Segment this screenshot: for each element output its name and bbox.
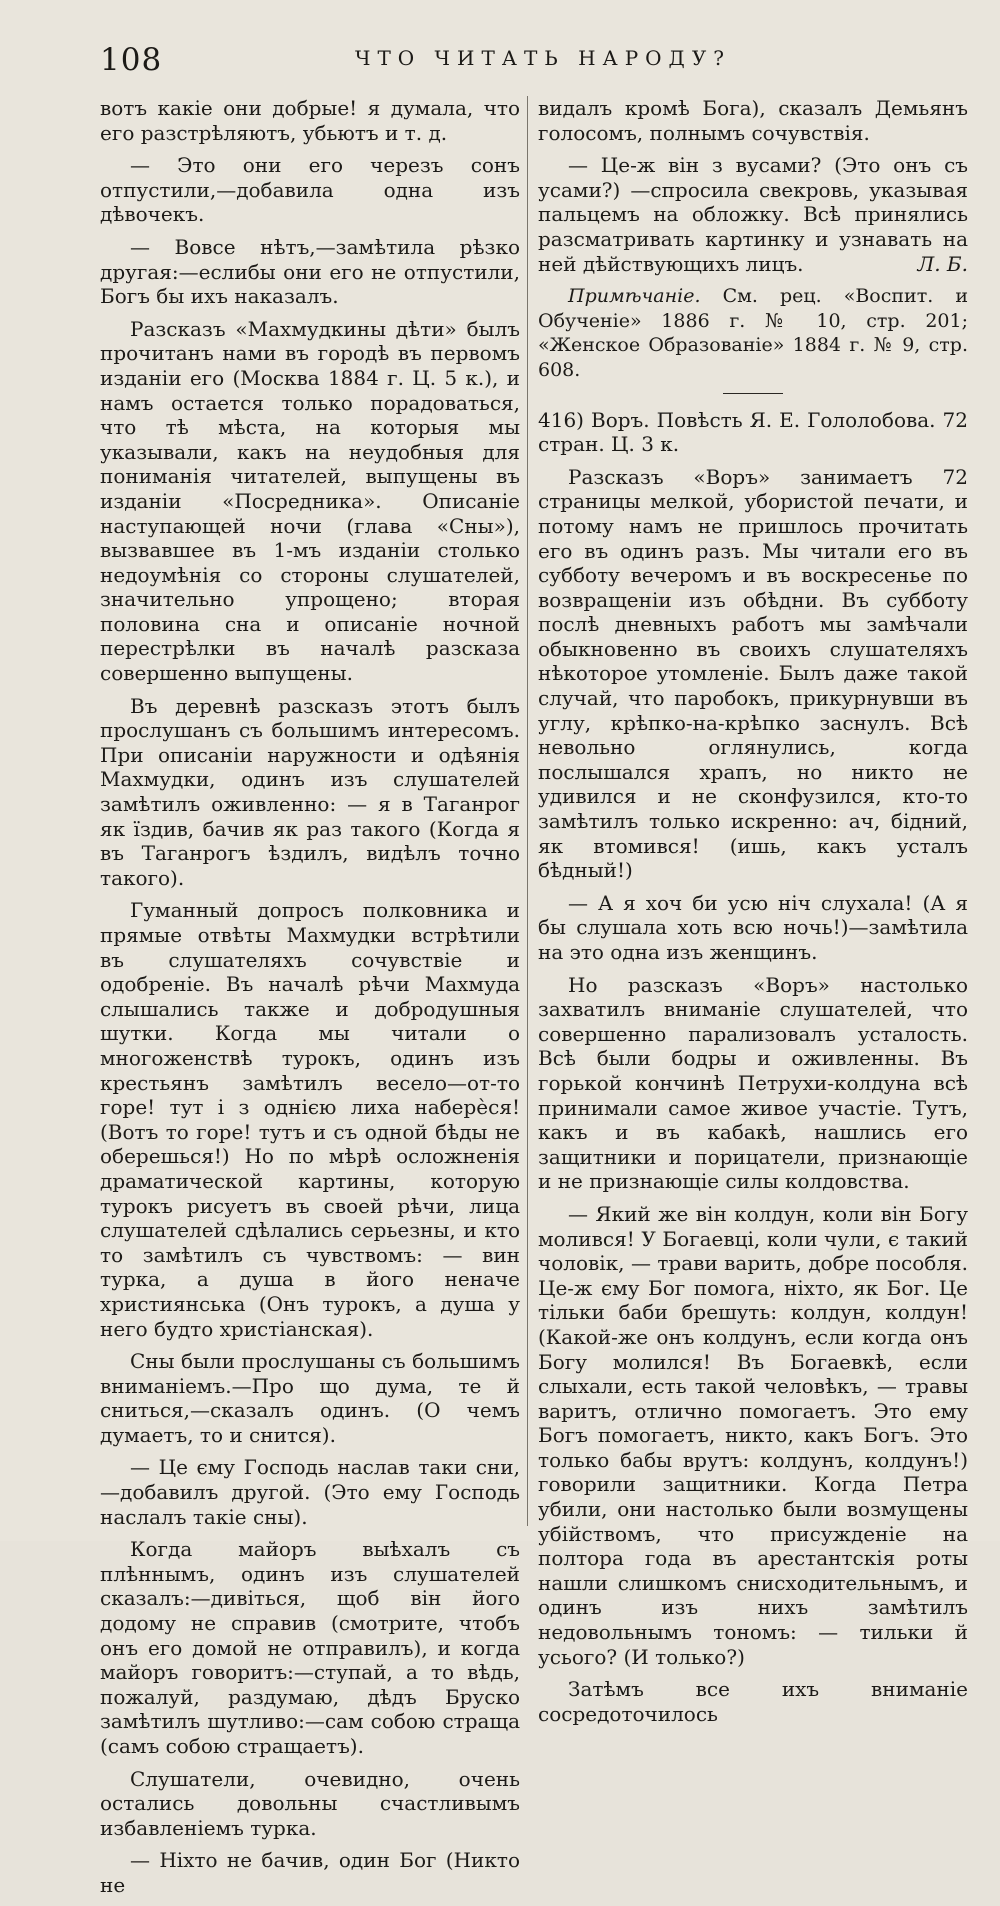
paragraph: Когда майоръ выѣхалъ съ плѣннымъ, одинъ изъ слушателей сказалъ:—дивіться, щоб він його додому не справив (смотрите, чтобъ онъ его домой не отправилъ), и когда майоръ говоритъ:—ступай, а то вѣдь, пожалуй, раздумаю, дѣдъ Бруско замѣтилъ шутливо:—сам собою страща (самъ собою стращаетъ). [100,1537,520,1758]
paragraph: — Який же він колдун, коли він Богу молився! У Богаевці, коли чули, є такий чоловік, — трави варить, добре пособля. Це-ж єму Бог помога, ніхто, як Бог. Це тільки баби брешуть: колдун, колдун! (Какой-же онъ колдунъ, если когда онъ Богу молился! Въ Богаевкѣ, если слыхали, есть такой человѣкъ, — травы варитъ, отлично помогаетъ. Это ему Богъ помогаетъ, никто, какъ Богъ. Это только бабы врутъ: колдунъ, колдунъ!) говорили защитники. Когда Петра убили, они настолько были возмущены убійствомъ, что присужденіе на полтора года въ арестантскія роты нашли слишкомъ снисходительнымъ, и одинъ изъ нихъ замѣтилъ недовольнымъ тономъ: — тильки й усього? (И только?) [538,1201,968,1669]
section-rule [723,393,783,394]
left-column [100,96,520,1906]
paragraph: Сны были прослушаны съ большимъ вниманіемъ.—Про що дума, те й сниться,—сказалъ одинъ. (О чемъ думаетъ, то и снится). [100,1349,520,1447]
signature: Л. Б. [917,251,968,276]
paragraph: — Це єму Господь наслав таки сни,—добавилъ другой. (Это ему Господь наслалъ такіе сны). [100,1455,520,1529]
footnote [538,284,968,382]
footnote-text: См. рец. «Воспит. и Обученіе» 1886 г. № 10, стр. 201; «Женское Образованіе» 1884 г. № 9, стр. 608. [538,285,968,381]
paragraph: вотъ какіе они добрые! я думала, что его разстрѣляютъ, убьютъ и т. д. [100,96,520,145]
paragraph: Разсказъ «Махмудкины дѣти» былъ прочитанъ нами въ городѣ въ первомъ изданіи его (Москва 1884 г. Ц. 5 к.), и намъ остается только порадоваться, что тѣ мѣста, на которыя мы указывали, какъ на неудобныя для пониманія читателей, выпущены въ изданіи «Посредника». Описаніе наступающей ночи (глава «Сны»), вызвавшее въ 1-мъ изданіи столько недоумѣнія со стороны слушателей, значительно упрощено; вторая половина сна и описаніе ночной перестрѣлки въ началѣ разсказа совершенно выпущены. [100,316,520,686]
paragraph: Затѣмъ все ихъ вниманіе сосредоточилось [538,1677,968,1726]
paragraph: Гуманный допросъ полковника и прямые отвѣты Махмудки встрѣтили въ слушателяхъ сочувствіе и одобреніе. Въ началѣ рѣчи Махмуда слышались также и добродушныя шутки. Когда мы читали о многоженствѣ турокъ, одинъ изъ крестьянъ замѣтилъ весело—от-то горе! тут і з однією лиха наберѐся! (Вотъ то горе! тутъ и съ одной бѣды не оберешься!) Но по мѣрѣ осложненія драматической картины, которую турокъ рисуетъ въ своей рѣчи, лица слушателей сдѣлались серьезны, и кто то замѣтилъ съ чувствомъ: — вин турка, а душа в його неначе християнська (Онъ турокъ, а душа у него будто христіанская). [100,898,520,1341]
page-number: 108 [100,42,163,78]
paragraph: Слушатели, очевидно, очень остались довольны счастливымъ избавленіемъ турка. [100,1766,520,1840]
footnote-label: Примѣчаніе. [568,285,701,308]
paragraph: Но разсказъ «Воръ» настолько захватилъ вниманіе слушателей, что совершенно парализовалъ усталость. Всѣ были бодры и оживленны. Въ горькой кончинѣ Петрухи-колдуна всѣ принимали самое живое участіе. Тутъ, какъ и въ кабакѣ, нашлись его защитники и порицатели, признающіе и не признающіе силы колдовства. [538,972,968,1194]
paragraph: Разсказъ «Воръ» занимаетъ 72 страницы мелкой, убористой печати, и потому намъ не пришлось прочитать его въ одинъ разъ. Мы читали его въ субботу вечеромъ и въ воскресенье по возвращеніи изъ обѣдни. Въ субботу послѣ дневныхъ работъ мы замѣчали обыкновенно въ своихъ слушателяхъ нѣкоторое утомленіе. Былъ даже такой случай, что паробокъ, прикурнувши въ углу, крѣпко-на-крѣпко заснулъ. Всѣ невольно оглянулись, когда послышался храпъ, но никто не удивился и не сконфузился, кто-то замѣтилъ только искренно: ач, бідний, як втомився! (ишь, какъ усталъ бѣдный!) [538,464,968,883]
paragraph: — Вовсе нѣтъ,—замѣтила рѣзко другая:—еслибы они его не отпустили, Богъ бы ихъ наказалъ. [100,234,520,309]
paragraph-text: — Це-ж він з вусами? (Это онъ съ усами?) —спросила свекровь, указывая пальцемъ на обложку. Всѣ принялись разсматривать картинку и узнавать на ней дѣйствующихъ лицъ. [538,153,968,276]
entry-heading: 416) Воръ. Повѣсть Я. Е. Гололобова. 72 стран. Ц. 3 к. [538,407,968,457]
paragraph [538,153,968,276]
running-title: ЧТО ЧИТАТЬ НАРОДУ? [355,46,731,70]
paragraph: — А я хоч би усю ніч слухала! (А я бы слушала хоть всю ночь!)—замѣтила на это одна изъ женщинъ. [538,890,968,964]
column-divider [527,96,528,1526]
paragraph: — Ніхто не бачив, один Бог (Никто не [100,1848,520,1897]
paragraph: видалъ кромѣ Бога), сказалъ Демьянъ голосомъ, полнымъ сочувствія. [538,96,968,145]
paragraph: — Это они его черезъ сонъ отпустили,—добавила одна изъ дѣвочекъ. [100,153,520,227]
paragraph: Въ деревнѣ разсказъ этотъ былъ прослушанъ съ большимъ интересомъ. При описаніи наружности и одѣянія Махмудки, одинъ изъ слушателей замѣтилъ оживленно: — я в Таганрог як їздив, бачив як раз такого (Когда я въ Таганрогъ ѣздилъ, видѣлъ точно такого). [100,693,520,890]
right-column [538,96,968,1734]
